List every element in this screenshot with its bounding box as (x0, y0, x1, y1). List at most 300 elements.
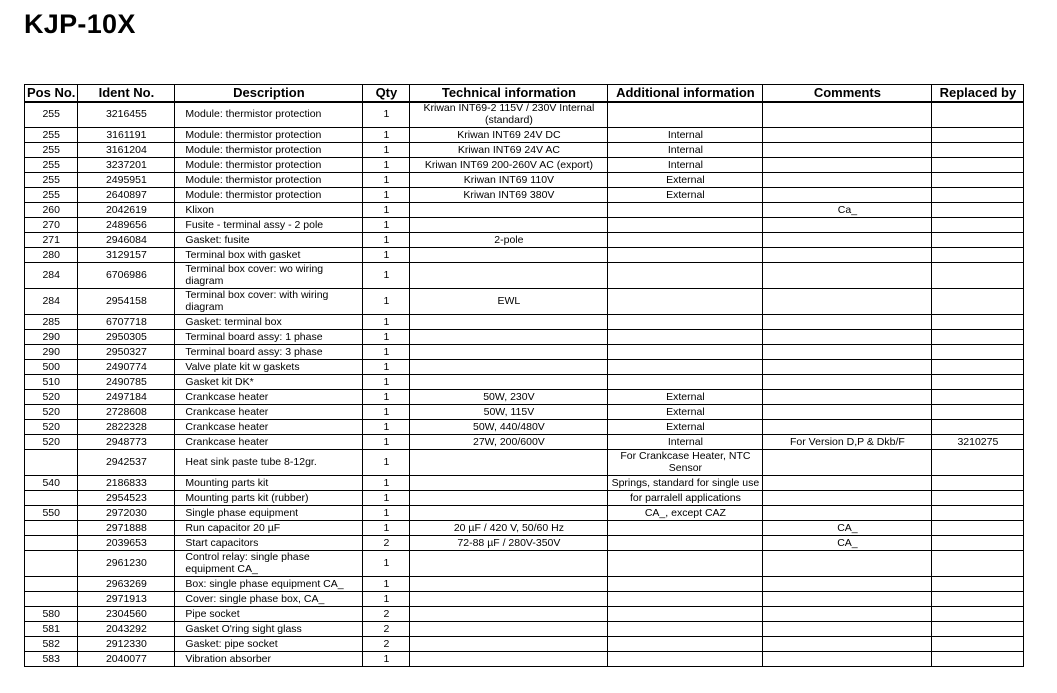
description-cell: Crankcase heater (175, 435, 363, 450)
pos-no-cell: 255 (25, 158, 78, 173)
technical-info-cell (410, 506, 608, 521)
description-cell: Terminal box cover: with wiring diagram (175, 289, 363, 315)
table-row (25, 592, 1024, 607)
description-cell: Crankcase heater (175, 405, 363, 420)
technical-info-cell (410, 607, 608, 622)
qty-cell: 1 (363, 263, 410, 289)
ident-no-cell: 2946084 (78, 233, 175, 248)
replaced-by-cell (932, 652, 1024, 667)
table-row (25, 420, 1024, 435)
additional-info-cell (608, 315, 763, 330)
replaced-by-cell (932, 506, 1024, 521)
technical-info-cell (410, 203, 608, 218)
comments-cell (763, 289, 932, 315)
header-technical-information: Technical information (410, 85, 608, 102)
ident-no-cell: 2971888 (78, 521, 175, 536)
comments-cell (763, 390, 932, 405)
additional-info-cell: External (608, 173, 763, 188)
description-cell: Start capacitors (175, 536, 363, 551)
pos-no-cell (25, 536, 78, 551)
replaced-by-cell (932, 592, 1024, 607)
description-cell: Terminal board assy: 1 phase (175, 330, 363, 345)
technical-info-cell (410, 248, 608, 263)
ident-no-cell: 2912330 (78, 637, 175, 652)
description-cell: Pipe socket (175, 607, 363, 622)
pos-no-cell: 581 (25, 622, 78, 637)
technical-info-cell (410, 450, 608, 476)
replaced-by-cell (932, 188, 1024, 203)
ident-no-cell: 2948773 (78, 435, 175, 450)
description-cell: Cover: single phase box, CA_ (175, 592, 363, 607)
comments-cell (763, 102, 932, 128)
technical-info-cell (410, 330, 608, 345)
qty-cell: 1 (363, 592, 410, 607)
qty-cell: 1 (363, 289, 410, 315)
header-additional-information: Additional information (608, 85, 763, 102)
replaced-by-cell (932, 143, 1024, 158)
ident-no-cell: 6706986 (78, 263, 175, 289)
description-cell: Module: thermistor protection (175, 128, 363, 143)
comments-cell (763, 188, 932, 203)
pos-no-cell (25, 592, 78, 607)
table-row (25, 233, 1024, 248)
comments-cell (763, 476, 932, 491)
additional-info-cell: Springs, standard for single use (608, 476, 763, 491)
technical-info-cell (410, 345, 608, 360)
ident-no-cell: 2971913 (78, 592, 175, 607)
additional-info-cell: for parralell applications (608, 491, 763, 506)
table-row (25, 345, 1024, 360)
technical-info-cell: Kriwan INT69 24V AC (410, 143, 608, 158)
qty-cell: 1 (363, 375, 410, 390)
qty-cell: 1 (363, 345, 410, 360)
description-cell: Mounting parts kit (rubber) (175, 491, 363, 506)
qty-cell: 1 (363, 233, 410, 248)
additional-info-cell: Internal (608, 158, 763, 173)
additional-info-cell (608, 622, 763, 637)
comments-cell (763, 506, 932, 521)
qty-cell: 1 (363, 248, 410, 263)
table-row (25, 315, 1024, 330)
table-row (25, 652, 1024, 667)
comments-cell: CA_ (763, 521, 932, 536)
additional-info-cell (608, 248, 763, 263)
comments-cell (763, 315, 932, 330)
replaced-by-cell (932, 390, 1024, 405)
additional-info-cell (608, 577, 763, 592)
ident-no-cell: 2972030 (78, 506, 175, 521)
pos-no-cell: 271 (25, 233, 78, 248)
comments-cell (763, 637, 932, 652)
comments-cell (763, 405, 932, 420)
table-row (25, 390, 1024, 405)
additional-info-cell: For Crankcase Heater, NTC Sensor (608, 450, 763, 476)
qty-cell: 1 (363, 405, 410, 420)
ident-no-cell: 2640897 (78, 188, 175, 203)
additional-info-cell (608, 360, 763, 375)
qty-cell: 1 (363, 390, 410, 405)
pos-no-cell: 284 (25, 263, 78, 289)
header-pos-no: Pos No. (25, 85, 78, 102)
comments-cell (763, 360, 932, 375)
comments-cell (763, 491, 932, 506)
ident-no-cell: 2950305 (78, 330, 175, 345)
qty-cell: 1 (363, 203, 410, 218)
pos-no-cell: 520 (25, 405, 78, 420)
table-row (25, 330, 1024, 345)
pos-no-cell: 290 (25, 330, 78, 345)
replaced-by-cell (932, 315, 1024, 330)
ident-no-cell: 2822328 (78, 420, 175, 435)
replaced-by-cell (932, 345, 1024, 360)
table-row (25, 203, 1024, 218)
comments-cell (763, 248, 932, 263)
qty-cell: 2 (363, 637, 410, 652)
table-row (25, 622, 1024, 637)
technical-info-cell: Kriwan INT69-2 115V / 230V Internal (standard) (410, 102, 608, 128)
description-cell: Module: thermistor protection (175, 188, 363, 203)
replaced-by-cell (932, 128, 1024, 143)
additional-info-cell: External (608, 405, 763, 420)
comments-cell (763, 450, 932, 476)
replaced-by-cell (932, 248, 1024, 263)
technical-info-cell (410, 491, 608, 506)
comments-cell (763, 218, 932, 233)
ident-no-cell: 2490785 (78, 375, 175, 390)
additional-info-cell (608, 652, 763, 667)
replaced-by-cell (932, 491, 1024, 506)
technical-info-cell (410, 315, 608, 330)
pos-no-cell (25, 491, 78, 506)
ident-no-cell: 6707718 (78, 315, 175, 330)
table-row (25, 173, 1024, 188)
technical-info-cell: Kriwan INT69 200-260V AC (export) (410, 158, 608, 173)
description-cell: Crankcase heater (175, 420, 363, 435)
description-cell: Gasket: terminal box (175, 315, 363, 330)
technical-info-cell (410, 375, 608, 390)
comments-cell (763, 345, 932, 360)
ident-no-cell: 2040077 (78, 652, 175, 667)
table-row (25, 506, 1024, 521)
technical-info-cell: 20 µF / 420 V, 50/60 Hz (410, 521, 608, 536)
table-row (25, 435, 1024, 450)
pos-no-cell: 540 (25, 476, 78, 491)
pos-no-cell: 550 (25, 506, 78, 521)
qty-cell: 1 (363, 128, 410, 143)
pos-no-cell: 255 (25, 143, 78, 158)
technical-info-cell (410, 592, 608, 607)
additional-info-cell (608, 203, 763, 218)
technical-info-cell: Kriwan INT69 380V (410, 188, 608, 203)
table-row (25, 188, 1024, 203)
qty-cell: 1 (363, 491, 410, 506)
technical-info-cell: 50W, 115V (410, 405, 608, 420)
table-row (25, 577, 1024, 592)
technical-info-cell: Kriwan INT69 24V DC (410, 128, 608, 143)
qty-cell: 1 (363, 360, 410, 375)
description-cell: Vibration absorber (175, 652, 363, 667)
table-row (25, 128, 1024, 143)
description-cell: Box: single phase equipment CA_ (175, 577, 363, 592)
additional-info-cell (608, 345, 763, 360)
technical-info-cell (410, 652, 608, 667)
table-row (25, 248, 1024, 263)
qty-cell: 2 (363, 622, 410, 637)
table-row (25, 218, 1024, 233)
ident-no-cell: 2043292 (78, 622, 175, 637)
pos-no-cell: 285 (25, 315, 78, 330)
table-row (25, 158, 1024, 173)
technical-info-cell (410, 637, 608, 652)
ident-no-cell: 2728608 (78, 405, 175, 420)
qty-cell: 1 (363, 435, 410, 450)
pos-no-cell (25, 521, 78, 536)
pos-no-cell (25, 450, 78, 476)
comments-cell (763, 551, 932, 577)
technical-info-cell: 50W, 440/480V (410, 420, 608, 435)
qty-cell: 1 (363, 521, 410, 536)
replaced-by-cell (932, 360, 1024, 375)
description-cell: Gasket O'ring sight glass (175, 622, 363, 637)
ident-no-cell: 2304560 (78, 607, 175, 622)
comments-cell (763, 577, 932, 592)
technical-info-cell: 72-88 µF / 280V-350V (410, 536, 608, 551)
additional-info-cell (608, 218, 763, 233)
qty-cell: 1 (363, 218, 410, 233)
qty-cell: 1 (363, 158, 410, 173)
table-header-row (25, 85, 1024, 102)
technical-info-cell: Kriwan INT69 110V (410, 173, 608, 188)
description-cell: Run capacitor 20 µF (175, 521, 363, 536)
ident-no-cell: 2954158 (78, 289, 175, 315)
qty-cell: 1 (363, 188, 410, 203)
table-row (25, 360, 1024, 375)
replaced-by-cell (932, 233, 1024, 248)
comments-cell (763, 652, 932, 667)
description-cell: Module: thermistor protection (175, 173, 363, 188)
description-cell: Terminal board assy: 3 phase (175, 345, 363, 360)
header-replaced-by: Replaced by (932, 85, 1024, 102)
pos-no-cell: 255 (25, 128, 78, 143)
pos-no-cell: 510 (25, 375, 78, 390)
additional-info-cell (608, 521, 763, 536)
additional-info-cell (608, 375, 763, 390)
comments-cell (763, 263, 932, 289)
parts-table (24, 84, 1024, 667)
description-cell: Module: thermistor protection (175, 143, 363, 158)
table-row (25, 102, 1024, 128)
pos-no-cell: 255 (25, 188, 78, 203)
additional-info-cell (608, 233, 763, 248)
replaced-by-cell (932, 577, 1024, 592)
pos-no-cell: 500 (25, 360, 78, 375)
ident-no-cell: 2490774 (78, 360, 175, 375)
comments-cell (763, 330, 932, 345)
additional-info-cell: Internal (608, 128, 763, 143)
pos-no-cell: 255 (25, 102, 78, 128)
ident-no-cell: 2963269 (78, 577, 175, 592)
qty-cell: 1 (363, 450, 410, 476)
technical-info-cell (410, 622, 608, 637)
ident-no-cell: 2495951 (78, 173, 175, 188)
table-row (25, 637, 1024, 652)
replaced-by-cell (932, 102, 1024, 128)
ident-no-cell: 2039653 (78, 536, 175, 551)
table-row (25, 476, 1024, 491)
pos-no-cell: 582 (25, 637, 78, 652)
table-row (25, 405, 1024, 420)
ident-no-cell: 2954523 (78, 491, 175, 506)
table-row (25, 450, 1024, 476)
technical-info-cell: 27W, 200/600V (410, 435, 608, 450)
qty-cell: 1 (363, 476, 410, 491)
ident-no-cell: 2942537 (78, 450, 175, 476)
additional-info-cell (608, 551, 763, 577)
qty-cell: 1 (363, 143, 410, 158)
replaced-by-cell (932, 218, 1024, 233)
replaced-by-cell (932, 637, 1024, 652)
description-cell: Module: thermistor protection (175, 102, 363, 128)
pos-no-cell: 520 (25, 390, 78, 405)
replaced-by-cell (932, 450, 1024, 476)
comments-cell (763, 128, 932, 143)
qty-cell: 2 (363, 536, 410, 551)
technical-info-cell (410, 551, 608, 577)
comments-cell (763, 143, 932, 158)
description-cell: Single phase equipment (175, 506, 363, 521)
table-row (25, 551, 1024, 577)
additional-info-cell (608, 637, 763, 652)
table-row (25, 375, 1024, 390)
additional-info-cell (608, 102, 763, 128)
qty-cell: 2 (363, 607, 410, 622)
qty-cell: 1 (363, 315, 410, 330)
comments-cell: For Version D,P & Dkb/F (763, 435, 932, 450)
technical-info-cell (410, 476, 608, 491)
page-title: KJP-10X (24, 9, 136, 39)
comments-cell (763, 607, 932, 622)
ident-no-cell: 3237201 (78, 158, 175, 173)
pos-no-cell: 284 (25, 289, 78, 315)
ident-no-cell: 2489656 (78, 218, 175, 233)
ident-no-cell: 3161204 (78, 143, 175, 158)
pos-no-cell (25, 551, 78, 577)
technical-info-cell: EWL (410, 289, 608, 315)
replaced-by-cell (932, 263, 1024, 289)
replaced-by-cell (932, 203, 1024, 218)
ident-no-cell: 2186833 (78, 476, 175, 491)
pos-no-cell: 580 (25, 607, 78, 622)
pos-no-cell: 290 (25, 345, 78, 360)
additional-info-cell: CA_, except CAZ (608, 506, 763, 521)
ident-no-cell: 2042619 (78, 203, 175, 218)
table-row (25, 263, 1024, 289)
qty-cell: 1 (363, 577, 410, 592)
qty-cell: 1 (363, 506, 410, 521)
technical-info-cell: 2-pole (410, 233, 608, 248)
comments-cell (763, 233, 932, 248)
pos-no-cell: 255 (25, 173, 78, 188)
description-cell: Valve plate kit w gaskets (175, 360, 363, 375)
comments-cell (763, 592, 932, 607)
header-description: Description (175, 85, 363, 102)
pos-no-cell: 583 (25, 652, 78, 667)
qty-cell: 1 (363, 102, 410, 128)
replaced-by-cell (932, 158, 1024, 173)
table-row (25, 536, 1024, 551)
description-cell: Gasket: fusite (175, 233, 363, 248)
ident-no-cell: 3129157 (78, 248, 175, 263)
description-cell: Terminal box cover: wo wiring diagram (175, 263, 363, 289)
replaced-by-cell (932, 607, 1024, 622)
additional-info-cell (608, 289, 763, 315)
ident-no-cell: 2950327 (78, 345, 175, 360)
replaced-by-cell (932, 551, 1024, 577)
description-cell: Gasket kit DK* (175, 375, 363, 390)
technical-info-cell (410, 218, 608, 233)
technical-info-cell (410, 360, 608, 375)
replaced-by-cell (932, 173, 1024, 188)
comments-cell (763, 173, 932, 188)
technical-info-cell (410, 263, 608, 289)
additional-info-cell (608, 607, 763, 622)
additional-info-cell (608, 592, 763, 607)
description-cell: Terminal box with gasket (175, 248, 363, 263)
description-cell: Klixon (175, 203, 363, 218)
replaced-by-cell (932, 476, 1024, 491)
table-row (25, 491, 1024, 506)
additional-info-cell (608, 330, 763, 345)
header-comments: Comments (763, 85, 932, 102)
replaced-by-cell (932, 289, 1024, 315)
qty-cell: 1 (363, 330, 410, 345)
comments-cell: CA_ (763, 536, 932, 551)
additional-info-cell: Internal (608, 435, 763, 450)
replaced-by-cell (932, 330, 1024, 345)
comments-cell (763, 375, 932, 390)
pos-no-cell: 280 (25, 248, 78, 263)
pos-no-cell (25, 577, 78, 592)
replaced-by-cell (932, 420, 1024, 435)
replaced-by-cell: 3210275 (932, 435, 1024, 450)
qty-cell: 1 (363, 652, 410, 667)
description-cell: Module: thermistor protection (175, 158, 363, 173)
table-row (25, 143, 1024, 158)
replaced-by-cell (932, 405, 1024, 420)
table-row (25, 607, 1024, 622)
technical-info-cell: 50W, 230V (410, 390, 608, 405)
pos-no-cell: 270 (25, 218, 78, 233)
comments-cell (763, 420, 932, 435)
ident-no-cell: 2497184 (78, 390, 175, 405)
technical-info-cell (410, 577, 608, 592)
ident-no-cell: 3161191 (78, 128, 175, 143)
replaced-by-cell (932, 521, 1024, 536)
qty-cell: 1 (363, 420, 410, 435)
header-qty: Qty (363, 85, 410, 102)
description-cell: Control relay: single phase equipment CA_ (175, 551, 363, 577)
pos-no-cell: 520 (25, 435, 78, 450)
table-row (25, 289, 1024, 315)
replaced-by-cell (932, 375, 1024, 390)
replaced-by-cell (932, 536, 1024, 551)
description-cell: Crankcase heater (175, 390, 363, 405)
pos-no-cell: 520 (25, 420, 78, 435)
table-body (25, 102, 1024, 667)
description-cell: Mounting parts kit (175, 476, 363, 491)
pos-no-cell: 260 (25, 203, 78, 218)
qty-cell: 1 (363, 173, 410, 188)
